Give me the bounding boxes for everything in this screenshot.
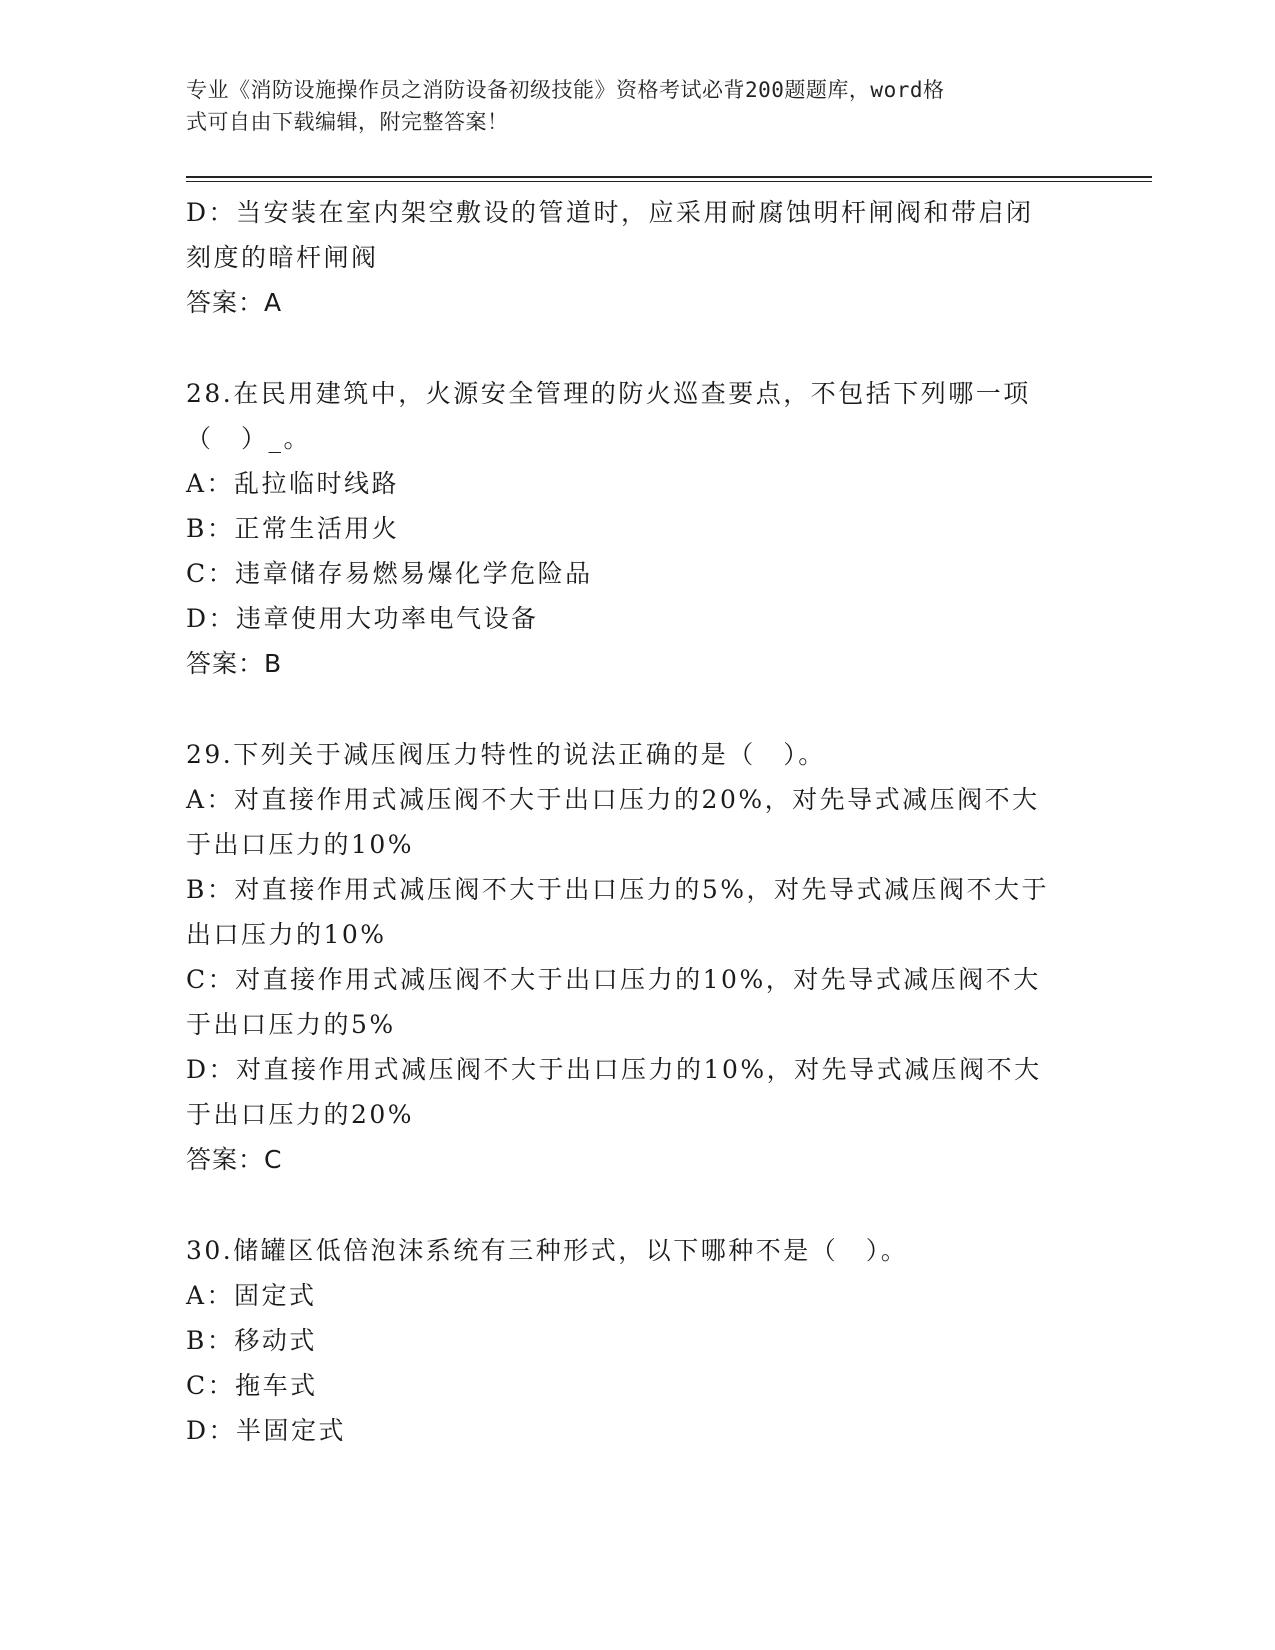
q28-option-a: A：乱拉临时线路	[186, 469, 400, 498]
spacer	[186, 1182, 1086, 1228]
q30-option-a: A：固定式	[186, 1281, 317, 1310]
header-rule-thick	[186, 176, 1152, 178]
q29-option-b-line-1: B：对直接作用式减压阀不大于出口压力的5%，对先导式减压阀不大于	[186, 875, 1050, 904]
q30-stem: 30.储罐区低倍泡沫系统有三种形式，以下哪种不是（ ）。	[186, 1236, 909, 1265]
q28-option-d: D：违章使用大功率电气设备	[186, 604, 539, 633]
q28-option-b: B：正常生活用火	[186, 514, 400, 543]
q29-option-c-line-2: 于出口压力的5%	[186, 1010, 396, 1039]
question-28	[186, 371, 1086, 686]
spacer	[186, 325, 1086, 371]
q29-option-d-line-1: D：对直接作用式减压阀不大于出口压力的10%，对先导式减压阀不大	[186, 1055, 1042, 1084]
q29-option-d-line-2: 于出口压力的20%	[186, 1100, 415, 1129]
spacer	[186, 686, 1086, 732]
q27-option-d-line-2: 刻度的暗杆闸阀	[186, 243, 379, 272]
q30-option-c: C：拖车式	[186, 1371, 318, 1400]
q29-stem: 29.下列关于减压阀压力特性的说法正确的是（ ）。	[186, 740, 826, 769]
q29-answer: 答案：C	[186, 1145, 283, 1174]
q30-option-b: B：移动式	[186, 1326, 317, 1355]
q27-option-d-line-1: D：当安装在室内架空敷设的管道时，应采用耐腐蚀明杆闸阀和带启闭	[186, 198, 1034, 227]
question-29	[186, 732, 1086, 1182]
q29-option-b-line-2: 出口压力的10%	[186, 920, 387, 949]
question-content	[186, 190, 1086, 1453]
header-line-2: 式可自由下载编辑，附完整答案！	[186, 110, 509, 134]
q28-stem-line-1: 28.在民用建筑中，火源安全管理的防火巡查要点，不包括下列哪一项	[186, 379, 1031, 408]
q28-stem-line-2: （ ）_。	[186, 424, 312, 453]
q29-option-c-line-1: C：对直接作用式减压阀不大于出口压力的10%，对先导式减压阀不大	[186, 965, 1041, 994]
q30-option-d: D：半固定式	[186, 1416, 347, 1445]
question-30	[186, 1228, 1086, 1453]
document-header	[186, 74, 1066, 138]
q29-option-a-line-2: 于出口压力的10%	[186, 830, 415, 859]
q28-option-c: C：违章储存易燃易爆化学危险品	[186, 559, 593, 588]
header-line-1: 专业《消防设施操作员之消防设备初级技能》资格考试必背200题题库，word格	[186, 78, 945, 102]
q27-answer: 答案：A	[186, 288, 283, 317]
q28-answer: 答案：B	[186, 649, 283, 678]
q29-option-a-line-1: A：对直接作用式减压阀不大于出口压力的20%，对先导式减压阀不大	[186, 785, 1040, 814]
question-27-tail	[186, 190, 1086, 325]
header-rule-thin	[186, 181, 1152, 182]
